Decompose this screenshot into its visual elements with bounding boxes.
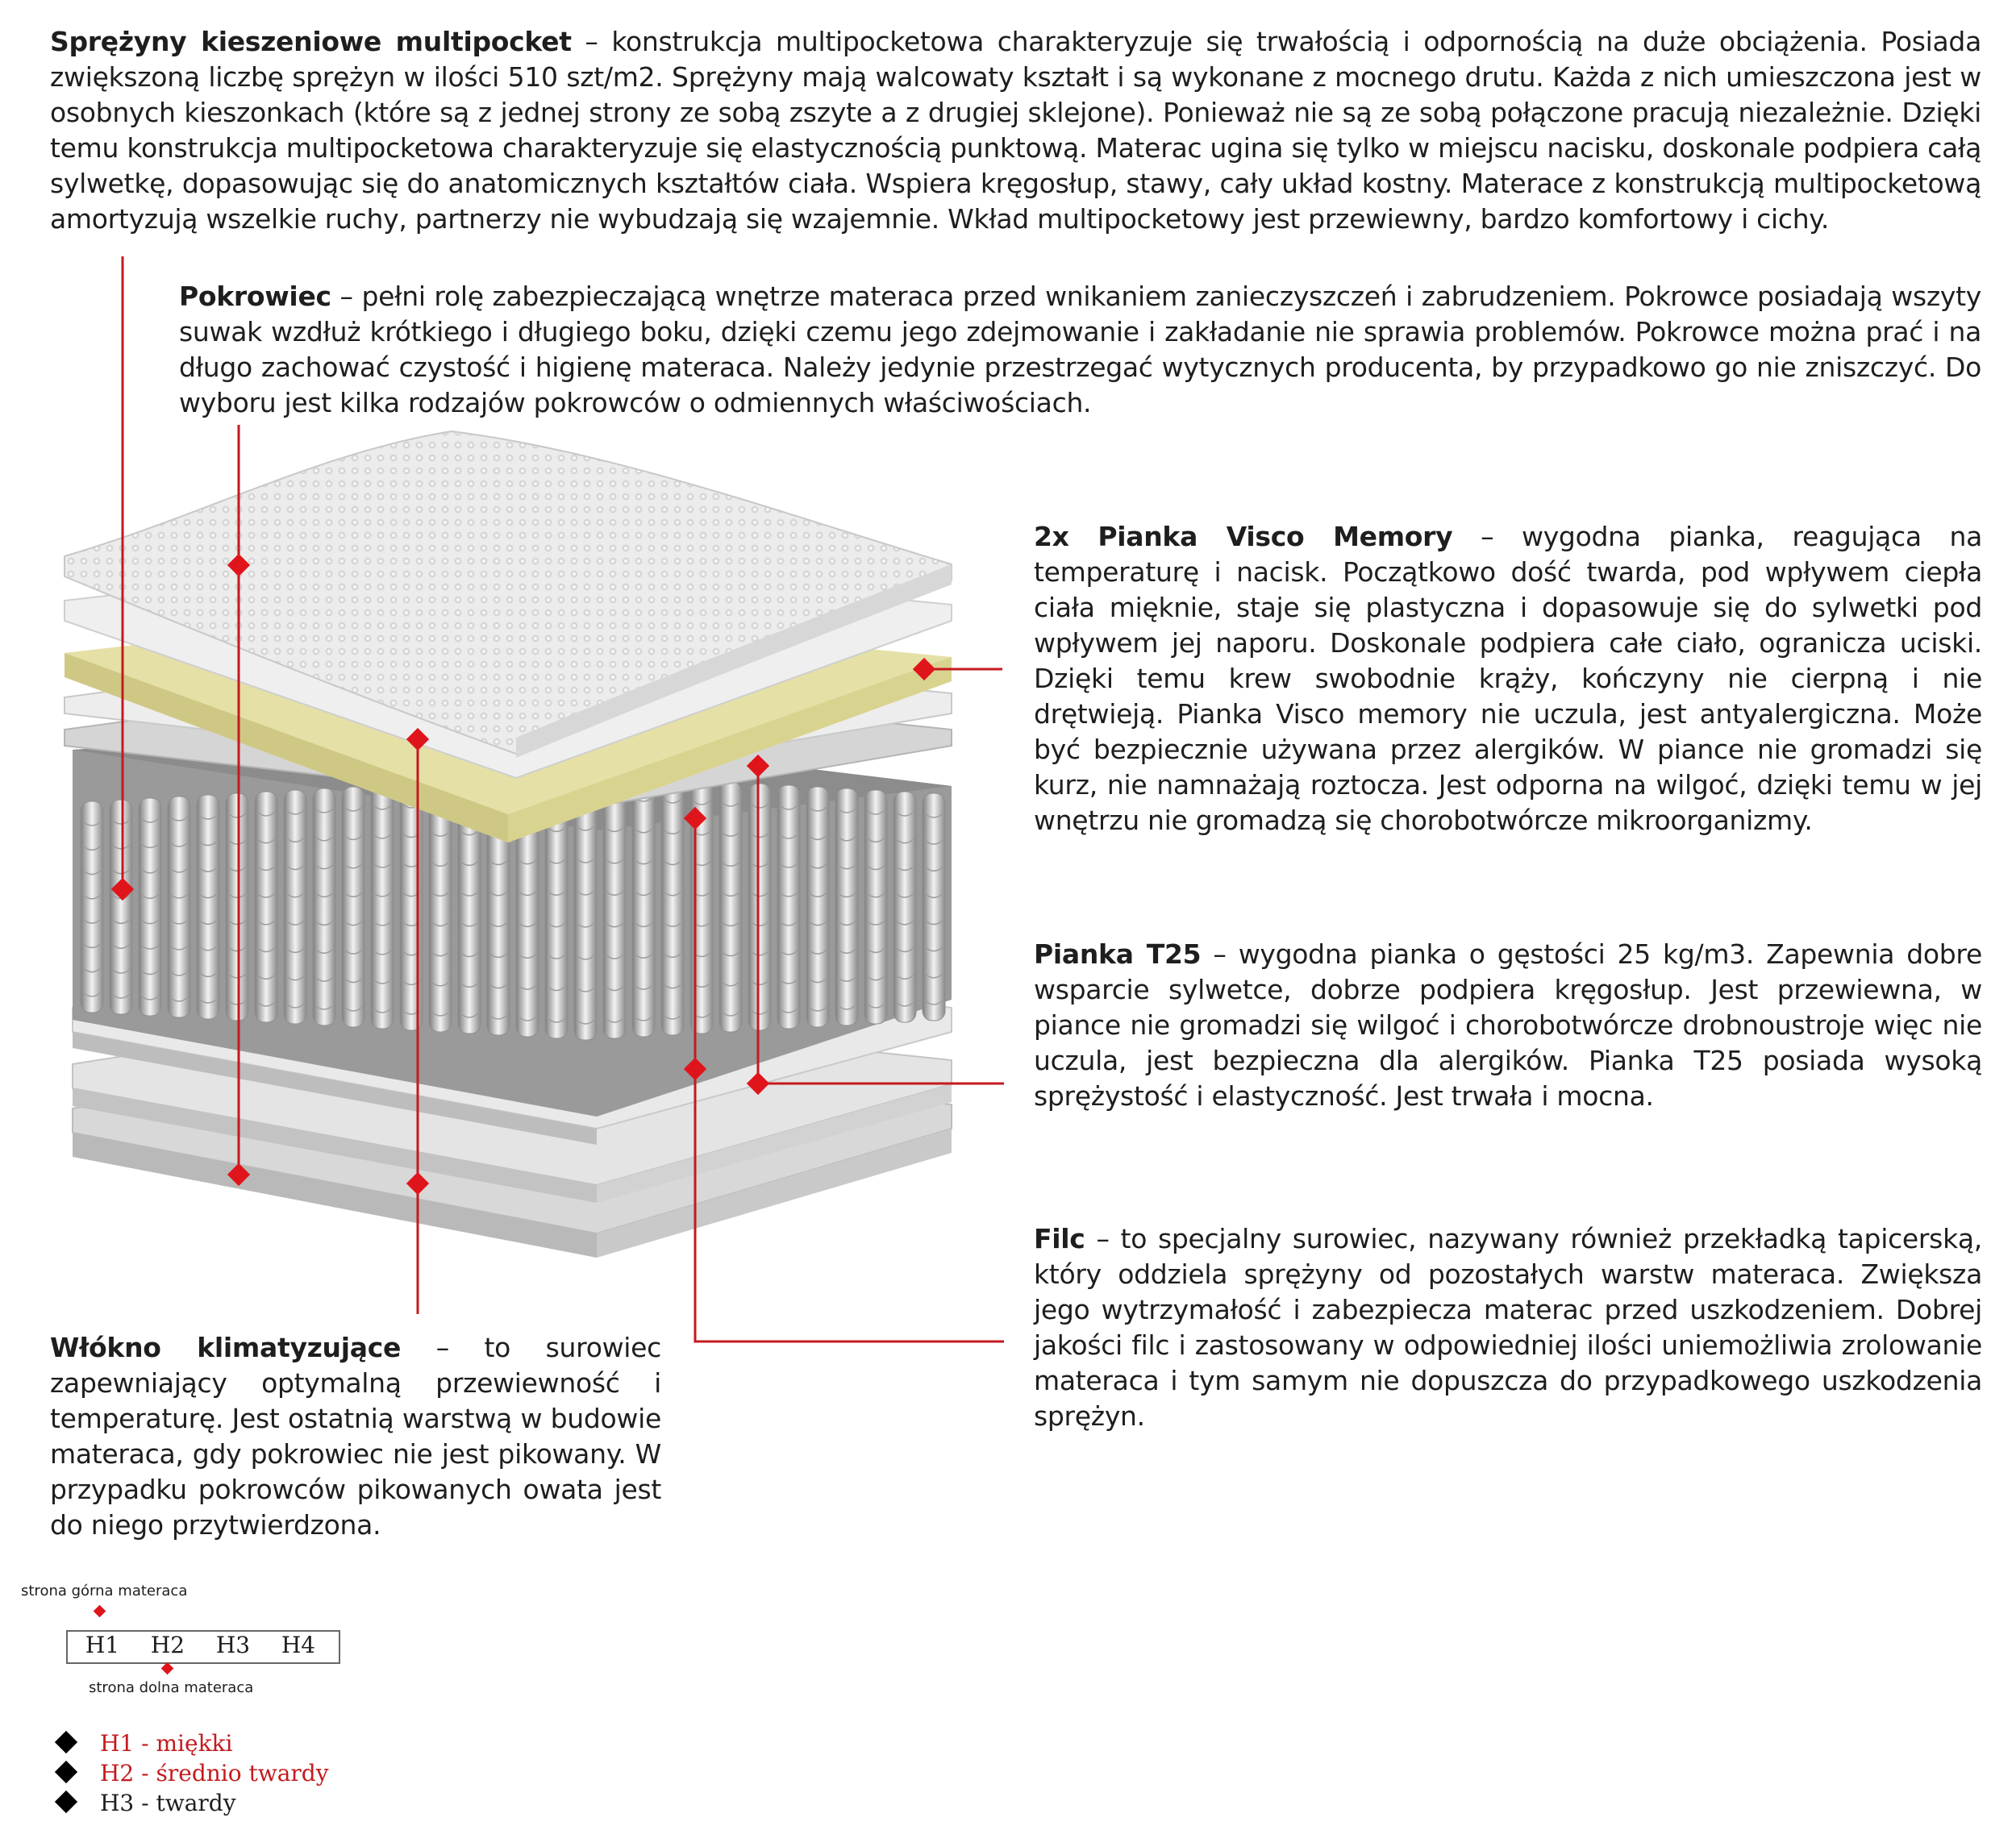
legend-label: H1 - miękki [100,1730,233,1757]
spring-coil [632,777,655,1037]
legend-label: H2 - średnio twardy [100,1760,329,1786]
scale-top-caption: strona górna materaca [21,1583,188,1599]
spring-coil [139,798,161,1016]
felt-title: Filc [1034,1223,1085,1254]
felt-text: – to specjalny surowiec, nazywany również przekładką tapicerską, który oddziela sprężyny od pozostałych warstw materaca. Zwiększa jego wytrzymałość i zabezpiecza materac przed uszkodzeniem. Dobrej jakości filc i zastosowany w odpowiedniej ilości uniemożliwia zrolowanie materaca i tym samym nie dopuszcza do przypadkowego uszkodzenia sprężyn. [1034,1223,1982,1432]
spring-coil [400,784,423,1030]
spring-coil [719,782,742,1032]
spring-coil [342,787,364,1027]
scale-bottom-caption: strona dolna materaca [89,1679,254,1696]
scale-level-h1: H1 [85,1632,120,1658]
spring-coil [110,800,132,1014]
spring-coil [284,790,306,1024]
spring-coil [168,797,190,1017]
spring-coil [864,790,887,1024]
spring-coil [893,792,916,1022]
spring-coil [197,795,219,1019]
spring-coil [777,785,800,1029]
fiber-text: – to surowiec zapewniający optymalną przewiewność i temperaturę. Jest ostatnią warstwą w budowie materaca, gdy pokrowiec nie jest pikowany. W przypadku pokrowców pikowanych owata jest do niego przytwierdzona. [50,1332,661,1541]
legend-label: H3 - twardy [100,1790,236,1816]
spring-coil [603,776,626,1038]
spring-coil [806,787,829,1027]
visco-text: – wygodna pianka, reagująca na temperaturę i nacisk. Początkowo dość twarda, pod wpływem ciepła ciała mięknie, staje się plastyczna i dopasowuje się do sylwetki pod wpływem jej naporu. Doskonale podpiera całe ciało, ogranicza uciski. Dzięki temu krew swobodnie krąży, kończyny nie cierpną i nie drętwieją. Pianka Visco memory nie uczula, jest antyalergiczna. Może być bezpiecznie używana przez alergików. W piance nie gromadzi się kurz, nie namnażają roztocza. Jest odporna na wilgoć, dzięki temu w jej wnętrzu nie gromadzą się chorobotwórcze mikroorganizmy. [1034,521,1983,836]
spring-coil [255,792,277,1022]
scale-level-h3: H3 [215,1632,251,1658]
spring-coil [835,788,858,1025]
fiber-title: Włókno klimatyzujące [50,1332,402,1363]
spring-coil [661,779,684,1035]
cover-text: – pełni rolę zabezpieczającą wnętrze materaca przed wnikaniem zanieczyszczeń i zabrudzeniem. Pokrowce posiadają wszyty suwak wzdłuż krótkiego i długiego boku, dzięki czemu jego zdejmowanie i zakładanie nie sprawia problemów. Pokrowce można prać i na długo zachować czystość i higienę materaca. Należy jedynie przestrzegać wytycznych producenta, by przypadkowo go nie zniszczyć. Do wyboru jest kilka rodzajów pokrowców o odmiennych właściwościach. [179,281,1981,418]
spring-coil [81,801,103,1013]
scale-level-h4: H4 [281,1632,316,1658]
visco-title: 2x Pianka Visco Memory [1034,521,1453,552]
springs-title: Sprężyny kieszeniowe multipocket [50,26,572,57]
t25-text: – wygodna pianka o gęstości 25 kg/m3. Zapewnia dobre wsparcie sylwetce, dobrze podpiera kręgosłup. Jest przewiewna, w piance nie gromadzi się wilgoć i chorobotwórcze drobnoustroje więc nie uczula, jest bezpieczna dla alergików. Pianka T25 posiada wysoką sprężystość i elastyczność. Jest trwała i mocna. [1034,938,1982,1112]
spring-coil [226,793,248,1021]
t25-title: Pianka T25 [1034,938,1202,970]
spring-coil [371,785,394,1029]
spring-coil [313,788,335,1025]
springs-text: – konstrukcja multipocketowa charakteryzuje się trwałością i odpornością na duże obciążenia. Posiada zwiększoną liczbę sprężyn w ilości 510 szt/m2. Sprężyny mają walcowaty kształt i są wykonane z mocnego drutu. Każda z nich umieszczona jest w osobnych kieszonkach (które są z jednej strony ze sobą zszyte a z drugiej sklejone). Ponieważ nie są ze sobą połączone pracują niezależnie. Dzięki temu konstrukcja multipocketowa charakteryzuje się elastycznością punktową. Materac ugina się tylko w miejscu nacisku, doskonale podpiera całą sylwetkę, dopasowując się do anatomicznych kształtów ciała. Wspiera kręgosłup, stawy, cały układ kostny. Materace z konstrukcją multipocketową amortyzują wszelkie ruchy, partnerzy nie wybudzają się wzajemnie. Wkład multipocketowy jest przewiewny, bardzo komfortowy i cichy. [50,26,1981,235]
spring-coil [748,784,771,1030]
scale-level-h2: H2 [150,1632,185,1658]
cover-title: Pokrowiec [179,281,331,312]
spring-coil [923,793,945,1021]
